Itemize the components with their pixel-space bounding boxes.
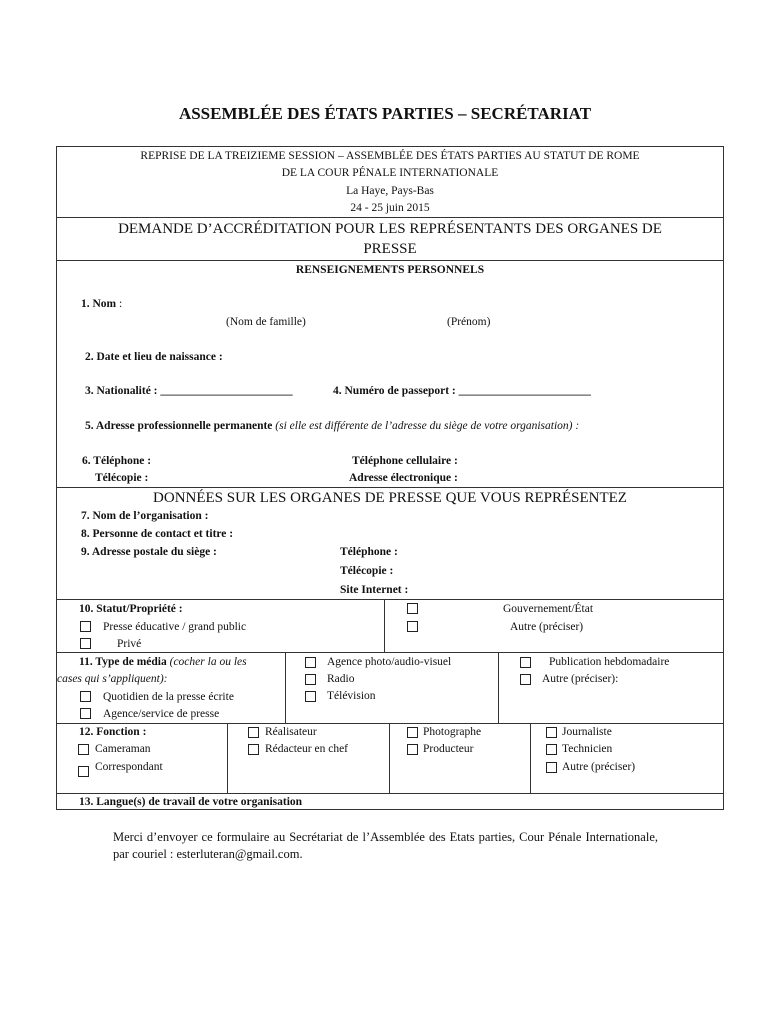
field-passeport[interactable]: 4. Numéro de passeport : _______________________ <box>333 385 591 397</box>
field-adresse-pro[interactable] <box>85 420 579 432</box>
option-photographe: Photographe <box>423 726 482 738</box>
field-org-site-internet[interactable]: Site Internet : <box>340 584 409 596</box>
column-divider <box>384 599 385 652</box>
section-heading-personal: RENSEIGNEMENTS PERSONNELS <box>295 264 485 276</box>
field-telecopie[interactable]: Télécopie : <box>95 472 149 484</box>
form-title-line-2: PRESSE <box>363 241 417 257</box>
option-presse-educative: Presse éducative / grand public <box>103 621 247 633</box>
field-adresse-electronique[interactable]: Adresse électronique : <box>349 472 458 484</box>
session-location: La Haye, Pays-Bas <box>346 185 434 197</box>
option-prive: Privé <box>117 638 142 650</box>
column-divider <box>227 723 228 793</box>
field-langue[interactable]: 13. Langue(s) de travail de votre organisation <box>79 796 303 808</box>
media-label <box>79 656 247 668</box>
checkbox-publication-hebdo[interactable] <box>520 657 531 668</box>
checkbox-journaliste[interactable] <box>546 727 557 738</box>
caption-nom-famille: (Nom de famille) <box>226 316 306 328</box>
checkbox-agence-photo[interactable] <box>305 657 316 668</box>
option-cameraman: Cameraman <box>95 743 151 755</box>
option-media-autre: Autre (préciser): <box>542 673 619 685</box>
checkbox-realisateur[interactable] <box>248 727 259 738</box>
divider <box>56 723 724 724</box>
option-producteur: Producteur <box>423 743 474 755</box>
section-heading-organisation: DONNÉES SUR LES ORGANES DE PRESSE QUE VOUS REPRÉSENTEZ <box>153 490 627 506</box>
divider <box>56 793 724 794</box>
option-gouvernement: Gouvernement/État <box>503 603 594 615</box>
field-nom-label: 1. Nom <box>81 298 117 310</box>
checkbox-redacteur[interactable] <box>248 744 259 755</box>
media-note-2: cases qui s’appliquent): <box>57 673 168 685</box>
option-correspondant: Correspondant <box>95 761 163 773</box>
column-divider <box>530 723 531 793</box>
option-fonction-autre: Autre (préciser) <box>562 761 636 773</box>
media-note-1: (cocher la ou les <box>166 656 247 668</box>
fonction-label: 12. Fonction : <box>79 726 147 738</box>
checkbox-media-autre[interactable] <box>520 674 531 685</box>
field-personne-contact[interactable]: 8. Personne de contact et titre : <box>81 528 234 540</box>
checkbox-agence-presse[interactable] <box>80 708 91 719</box>
form-title-line-1: DEMANDE D’ACCRÉDITATION POUR LES REPRÉSENTANTS DES ORGANES DE <box>118 221 662 237</box>
option-statut-autre: Autre (préciser) <box>510 621 584 633</box>
checkbox-correspondant[interactable] <box>78 766 89 777</box>
option-publication-hebdo: Publication hebdomadaire <box>549 656 670 668</box>
field-adresse-postale[interactable]: 9. Adresse postale du siège : <box>81 546 217 558</box>
checkbox-technicien[interactable] <box>546 744 557 755</box>
media-label-text: 11. Type de média <box>79 656 167 668</box>
checkbox-fonction-autre[interactable] <box>546 762 557 773</box>
field-adresse-pro-note: (si elle est différente de l’adresse du siège de votre organisation) : <box>272 420 580 432</box>
divider <box>56 487 724 488</box>
field-nom[interactable] <box>81 298 122 310</box>
field-adresse-pro-label: 5. Adresse professionnelle permanente <box>85 420 273 432</box>
checkbox-presse-educative[interactable] <box>80 621 91 632</box>
option-television: Télévision <box>327 690 376 702</box>
option-radio: Radio <box>327 673 355 685</box>
field-nom-colon: : <box>116 298 123 310</box>
checkbox-cameraman[interactable] <box>78 744 89 755</box>
field-date-lieu-naissance[interactable]: 2. Date et lieu de naissance : <box>85 351 223 363</box>
checkbox-statut-autre[interactable] <box>407 621 418 632</box>
checkbox-gouvernement[interactable] <box>407 603 418 614</box>
option-agence-presse: Agence/service de presse <box>103 708 220 720</box>
divider <box>56 652 724 653</box>
statut-label: 10. Statut/Propriété : <box>79 603 183 615</box>
session-line-2: DE LA COUR PÉNALE INTERNATIONALE <box>281 167 499 179</box>
page-title: ASSEMBLÉE DES ÉTATS PARTIES – SECRÉTARIAT <box>178 104 592 123</box>
divider <box>56 260 724 261</box>
option-agence-photo: Agence photo/audio-visuel <box>327 656 452 668</box>
checkbox-television[interactable] <box>305 691 316 702</box>
checkbox-prive[interactable] <box>80 638 91 649</box>
divider <box>56 599 724 600</box>
column-divider <box>389 723 390 793</box>
field-telephone-cellulaire[interactable]: Téléphone cellulaire : <box>352 455 458 467</box>
column-divider <box>498 652 499 723</box>
checkbox-producteur[interactable] <box>407 744 418 755</box>
field-nom-organisation[interactable]: 7. Nom de l’organisation : <box>81 510 209 522</box>
checkbox-radio[interactable] <box>305 674 316 685</box>
checkbox-photographe[interactable] <box>407 727 418 738</box>
session-line-1: REPRISE DE LA TREIZIEME SESSION – ASSEMBLÉE DES ÉTATS PARTIES AU STATUT DE ROME <box>140 150 640 162</box>
option-technicien: Technicien <box>562 743 613 755</box>
footer-note: Merci d’envoyer ce formulaire au Secrétariat de l’Assemblée des Etats parties, Cour Pénale Internationale, par couriel : esterluteran@gmail.com. <box>113 830 658 861</box>
field-org-telephone[interactable]: Téléphone : <box>340 546 398 558</box>
column-divider <box>285 652 286 723</box>
caption-prenom: (Prénom) <box>447 316 491 328</box>
option-journaliste: Journaliste <box>562 726 612 738</box>
option-quotidien: Quotidien de la presse écrite <box>103 691 234 703</box>
option-redacteur: Rédacteur en chef <box>265 743 349 755</box>
checkbox-quotidien[interactable] <box>80 691 91 702</box>
option-realisateur: Réalisateur <box>265 726 317 738</box>
session-dates: 24 - 25 juin 2015 <box>350 202 430 214</box>
divider <box>56 217 724 218</box>
field-org-telecopie[interactable]: Télécopie : <box>340 565 394 577</box>
field-nationalite[interactable]: 3. Nationalité : _______________________ <box>85 385 293 397</box>
field-telephone[interactable]: 6. Téléphone : <box>82 455 152 467</box>
